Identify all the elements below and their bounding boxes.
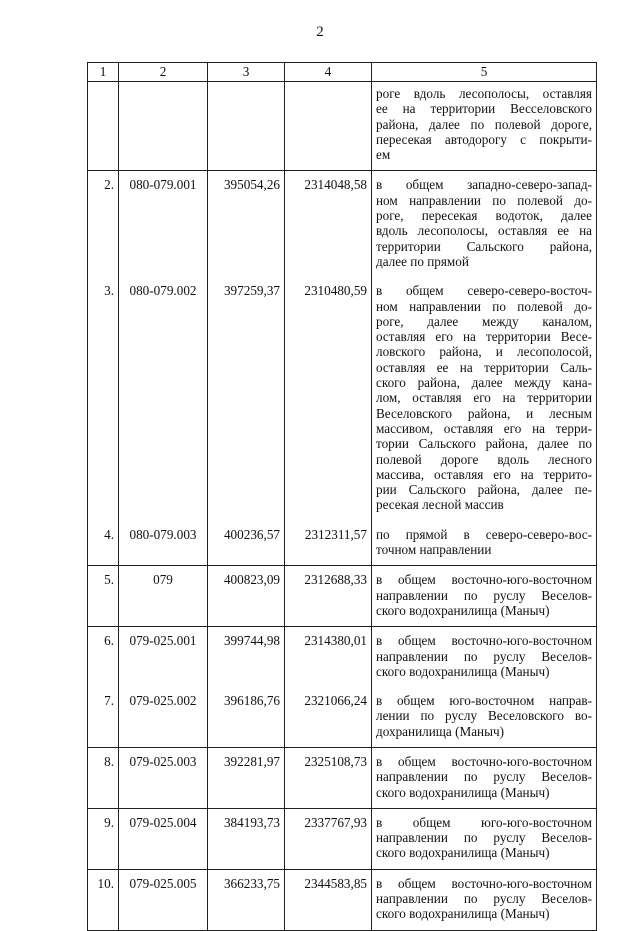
description-line: оставляя ее на территории Саль-: [376, 359, 592, 375]
description-line: вдоль лесополосы, оставляя ее на: [376, 223, 592, 239]
description-line: по прямой в северо-северо-вос-: [376, 526, 592, 542]
description-line: роге вдоль лесополосы, оставляя: [376, 86, 592, 101]
point-code-cell: 079-025.002: [119, 687, 208, 747]
point-code-cell: 079: [119, 566, 208, 627]
y-coordinate-cell: 2325108,73: [285, 747, 372, 808]
empty-cell: [208, 82, 285, 171]
table-header-row: [88, 63, 597, 82]
x-coordinate-cell: 400823,09: [208, 566, 285, 627]
description-line: направлении по руслу Веселов-: [376, 830, 592, 846]
description-line: в общем юго-восточном направ-: [376, 693, 592, 709]
header-cell: 4: [285, 63, 372, 82]
description-line: ем: [376, 147, 391, 163]
description-cell: [372, 747, 597, 808]
description-cell: [372, 869, 597, 930]
y-coordinate-cell: 2337767,93: [285, 808, 372, 869]
point-number-cell: 5.: [88, 566, 119, 627]
point-number-cell: 9.: [88, 808, 119, 869]
table-row: [88, 687, 597, 747]
y-coordinate-cell: 2314048,58: [285, 171, 372, 277]
table-row: [88, 566, 597, 627]
x-coordinate-cell: 392281,97: [208, 747, 285, 808]
description-line: в общем юго-юго-восточном: [376, 814, 592, 830]
empty-cell: [119, 82, 208, 171]
description-line: ского водохранилища (Маныч): [376, 663, 550, 679]
description-line: ского водохранилища (Маныч): [376, 906, 550, 922]
description-line: массива, оставляя его на террито-: [376, 466, 592, 482]
table-row: [88, 747, 597, 808]
y-coordinate-cell: 2314380,01: [285, 627, 372, 687]
description-cell: [372, 171, 597, 277]
description-line: далее по прямой: [376, 253, 469, 269]
table-row: [88, 808, 597, 869]
description-line: в общем западно-северо-запад-: [376, 177, 592, 193]
description-line: ского района, далее между кана-: [376, 375, 592, 391]
description-line: направлении по руслу Веселов-: [376, 769, 592, 785]
table-row: [88, 869, 597, 930]
description-line: рии Сальского района, далее пе-: [376, 482, 592, 498]
description-line: точном направлении: [376, 542, 492, 558]
point-code-cell: 079-025.001: [119, 627, 208, 687]
description-line: направлении по руслу Веселов-: [376, 648, 592, 664]
point-code-cell: 080-079.001: [119, 171, 208, 277]
point-code-cell: 079-025.003: [119, 747, 208, 808]
description-line: ресекая лесной массив: [376, 497, 504, 513]
description-line: в общем восточно-юго-восточном: [376, 753, 592, 769]
table-row: [88, 82, 597, 171]
point-number-cell: 4.: [88, 521, 119, 566]
description-line: ловского района, и лесополосой,: [376, 344, 592, 360]
description-cell: [372, 82, 597, 171]
description-line: в общем восточно-юго-восточном: [376, 875, 592, 891]
empty-cell: [285, 82, 372, 171]
point-code-cell: 080-079.002: [119, 277, 208, 520]
point-number-cell: 3.: [88, 277, 119, 520]
point-code-cell: 079-025.005: [119, 869, 208, 930]
description-line: направлении по руслу Веселов-: [376, 587, 592, 603]
empty-cell: [88, 82, 119, 171]
description-line: направлении по руслу Веселов-: [376, 891, 592, 907]
x-coordinate-cell: 400236,57: [208, 521, 285, 566]
description-cell: [372, 687, 597, 747]
description-line: пересекая автодорогу с покрыти-: [376, 131, 592, 147]
boundary-table: [87, 62, 597, 931]
x-coordinate-cell: 397259,37: [208, 277, 285, 520]
point-code-cell: 079-025.004: [119, 808, 208, 869]
description-line: территории Сальского района,: [376, 238, 592, 254]
description-line: в общем восточно-юго-восточном: [376, 572, 592, 588]
description-line: в общем северо-северо-восточ-: [376, 283, 592, 299]
x-coordinate-cell: 399744,98: [208, 627, 285, 687]
description-cell: [372, 521, 597, 566]
description-line: в общем восточно-юго-восточном: [376, 633, 592, 649]
header-cell: 3: [208, 63, 285, 82]
description-line: лом, оставляя его на территории: [376, 390, 592, 406]
description-line: района, далее по полевой дороге,: [376, 116, 592, 132]
table-row: [88, 627, 597, 687]
page-number: 2: [316, 24, 324, 40]
description-line: ее на территории Весселовского: [376, 101, 592, 117]
y-coordinate-cell: 2312311,57: [285, 521, 372, 566]
description-line: оставляя его на территории Весе-: [376, 329, 592, 345]
x-coordinate-cell: 384193,73: [208, 808, 285, 869]
description-cell: [372, 277, 597, 520]
y-coordinate-cell: 2321066,24: [285, 687, 372, 747]
header-cell: 5: [372, 63, 597, 82]
description-line: массивом, оставляя его на терри-: [376, 420, 592, 436]
y-coordinate-cell: 2310480,59: [285, 277, 372, 520]
description-line: ном направлении по полевой до-: [376, 192, 592, 208]
description-line: ном направлении по полевой до-: [376, 298, 592, 314]
point-number-cell: 10.: [88, 869, 119, 930]
point-code-cell: 080-079.003: [119, 521, 208, 566]
description-line: ского водохранилища (Маныч): [376, 784, 550, 800]
description-cell: [372, 627, 597, 687]
x-coordinate-cell: 396186,76: [208, 687, 285, 747]
description-cell: [372, 566, 597, 627]
table-body: [88, 63, 597, 931]
table-row: [88, 521, 597, 566]
description-line: тории Сальского района, далее по: [376, 436, 592, 452]
header-cell: 2: [119, 63, 208, 82]
description-line: ского водохранилища (Маныч): [376, 602, 550, 618]
description-line: роге, далее между каналом,: [376, 313, 592, 329]
y-coordinate-cell: 2344583,85: [285, 869, 372, 930]
header-cell: 1: [88, 63, 119, 82]
point-number-cell: 2.: [88, 171, 119, 277]
y-coordinate-cell: 2312688,33: [285, 566, 372, 627]
x-coordinate-cell: 366233,75: [208, 869, 285, 930]
point-number-cell: 7.: [88, 687, 119, 747]
description-line: полевой дороге вдоль лесного: [376, 451, 592, 467]
table-row: [88, 171, 597, 277]
description-line: Веселовского района, и лесным: [376, 405, 592, 421]
description-line: роге, пересекая водоток, далее: [376, 208, 592, 224]
description-line: ского водохранилища (Маныч): [376, 845, 550, 861]
description-cell: [372, 808, 597, 869]
description-line: лении по руслу Веселовского во-: [376, 708, 592, 724]
x-coordinate-cell: 395054,26: [208, 171, 285, 277]
table-row: [88, 277, 597, 520]
point-number-cell: 6.: [88, 627, 119, 687]
description-line: дохранилища (Маныч): [376, 723, 504, 739]
point-number-cell: 8.: [88, 747, 119, 808]
